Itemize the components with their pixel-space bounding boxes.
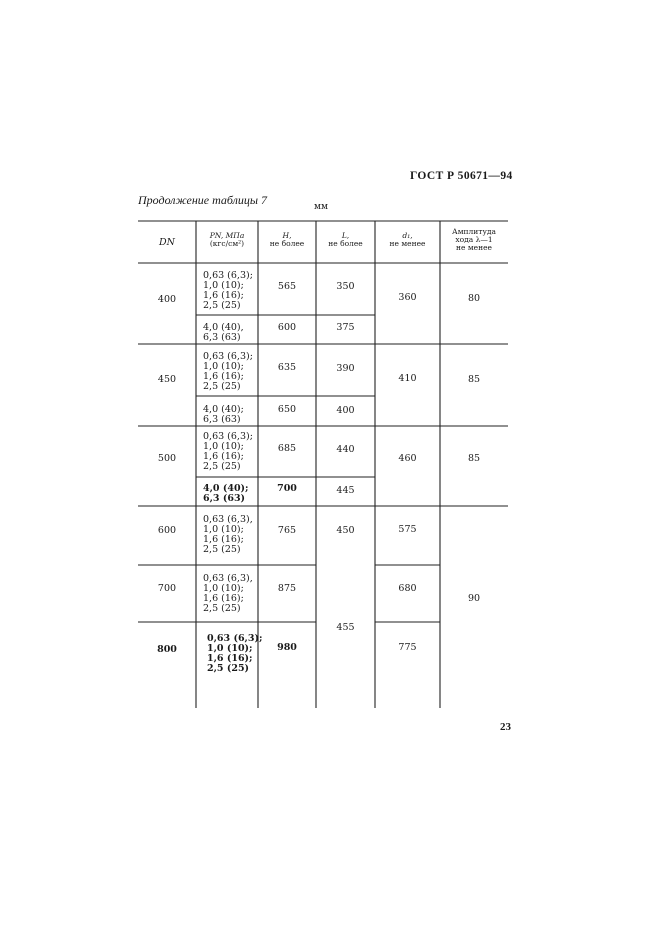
cell-dn: 450 — [157, 374, 177, 385]
cell-pn: 0,63 (6,3), 1,0 (10); 1,6 (16); 2,5 (25) — [203, 514, 253, 555]
cell-amplitude: 85 — [467, 453, 481, 464]
cell-dn: 700 — [157, 583, 177, 594]
table-continuation-caption: Продолжение таблицы 7 — [138, 193, 268, 207]
cell-d1: 575 — [398, 524, 417, 535]
cell-h: 635 — [277, 362, 297, 373]
unit-label: мм — [314, 202, 329, 212]
cell-dn: 500 — [157, 453, 177, 464]
cell-h: 685 — [277, 443, 297, 454]
cell-l: 400 — [336, 405, 355, 416]
cell-h: 875 — [277, 583, 297, 594]
cell-h: 980 — [277, 642, 297, 653]
cell-pn: 0,63 (6,3); 1,0 (10); 1,6 (16); 2,5 (25) — [203, 431, 253, 472]
cell-h: 765 — [277, 525, 297, 536]
header-dn: DN — [159, 237, 175, 248]
header-l: L, не более — [328, 231, 363, 248]
cell-d1: 410 — [398, 373, 417, 384]
cell-l: 450 — [336, 525, 355, 536]
cell-l: 375 — [336, 322, 355, 333]
cell-pn: 0,63 (6,3); 1,0 (10); 1,6 (16); 2,5 (25) — [203, 270, 253, 311]
header-d1: d₁, не менее — [389, 231, 426, 248]
header-h: H, не более — [269, 231, 305, 248]
cell-l: 440 — [336, 444, 355, 455]
cell-h: 600 — [277, 322, 297, 333]
page-number: 23 — [500, 721, 511, 733]
cell-d1: 775 — [398, 642, 417, 653]
cell-h: 650 — [277, 404, 297, 415]
cell-pn: 0,63 (6,3); 1,0 (10); 1,6 (16); 2,5 (25) — [207, 633, 263, 674]
cell-pn: 0,63 (6,3), 1,0 (10); 1,6 (16); 2,5 (25) — [203, 573, 253, 614]
header-amplitude: Амплитуда хода λ—1 не менее — [452, 227, 496, 252]
cell-pn: 0,63 (6,3); 1,0 (10); 1,6 (16); 2,5 (25) — [203, 351, 253, 392]
cell-amplitude: 80 — [467, 293, 481, 304]
cell-amplitude-merged: 90 — [467, 593, 481, 604]
cell-l-merged: 455 — [336, 622, 355, 633]
cell-pn: 4,0 (40), 6,3 (63) — [203, 322, 244, 343]
cell-h: 565 — [277, 281, 297, 292]
cell-amplitude: 85 — [467, 374, 481, 385]
cell-l: 350 — [336, 281, 355, 292]
cell-h: 700 — [277, 483, 297, 494]
cell-l: 445 — [336, 485, 355, 496]
cell-pn: 4,0 (40); 6,3 (63) — [203, 404, 244, 425]
cell-l: 390 — [336, 363, 355, 374]
cell-d1: 680 — [398, 583, 417, 594]
standard-number: ГОСТ Р 50671—94 — [410, 170, 513, 182]
cell-dn: 800 — [157, 644, 177, 655]
cell-dn: 400 — [157, 294, 177, 305]
cell-pn: 4,0 (40); 6,3 (63) — [203, 483, 249, 504]
cell-d1: 360 — [398, 292, 417, 303]
header-pn: PN, МПа (кгс/см²) — [209, 231, 245, 248]
cell-d1: 460 — [398, 453, 417, 464]
cell-dn: 600 — [157, 525, 177, 536]
